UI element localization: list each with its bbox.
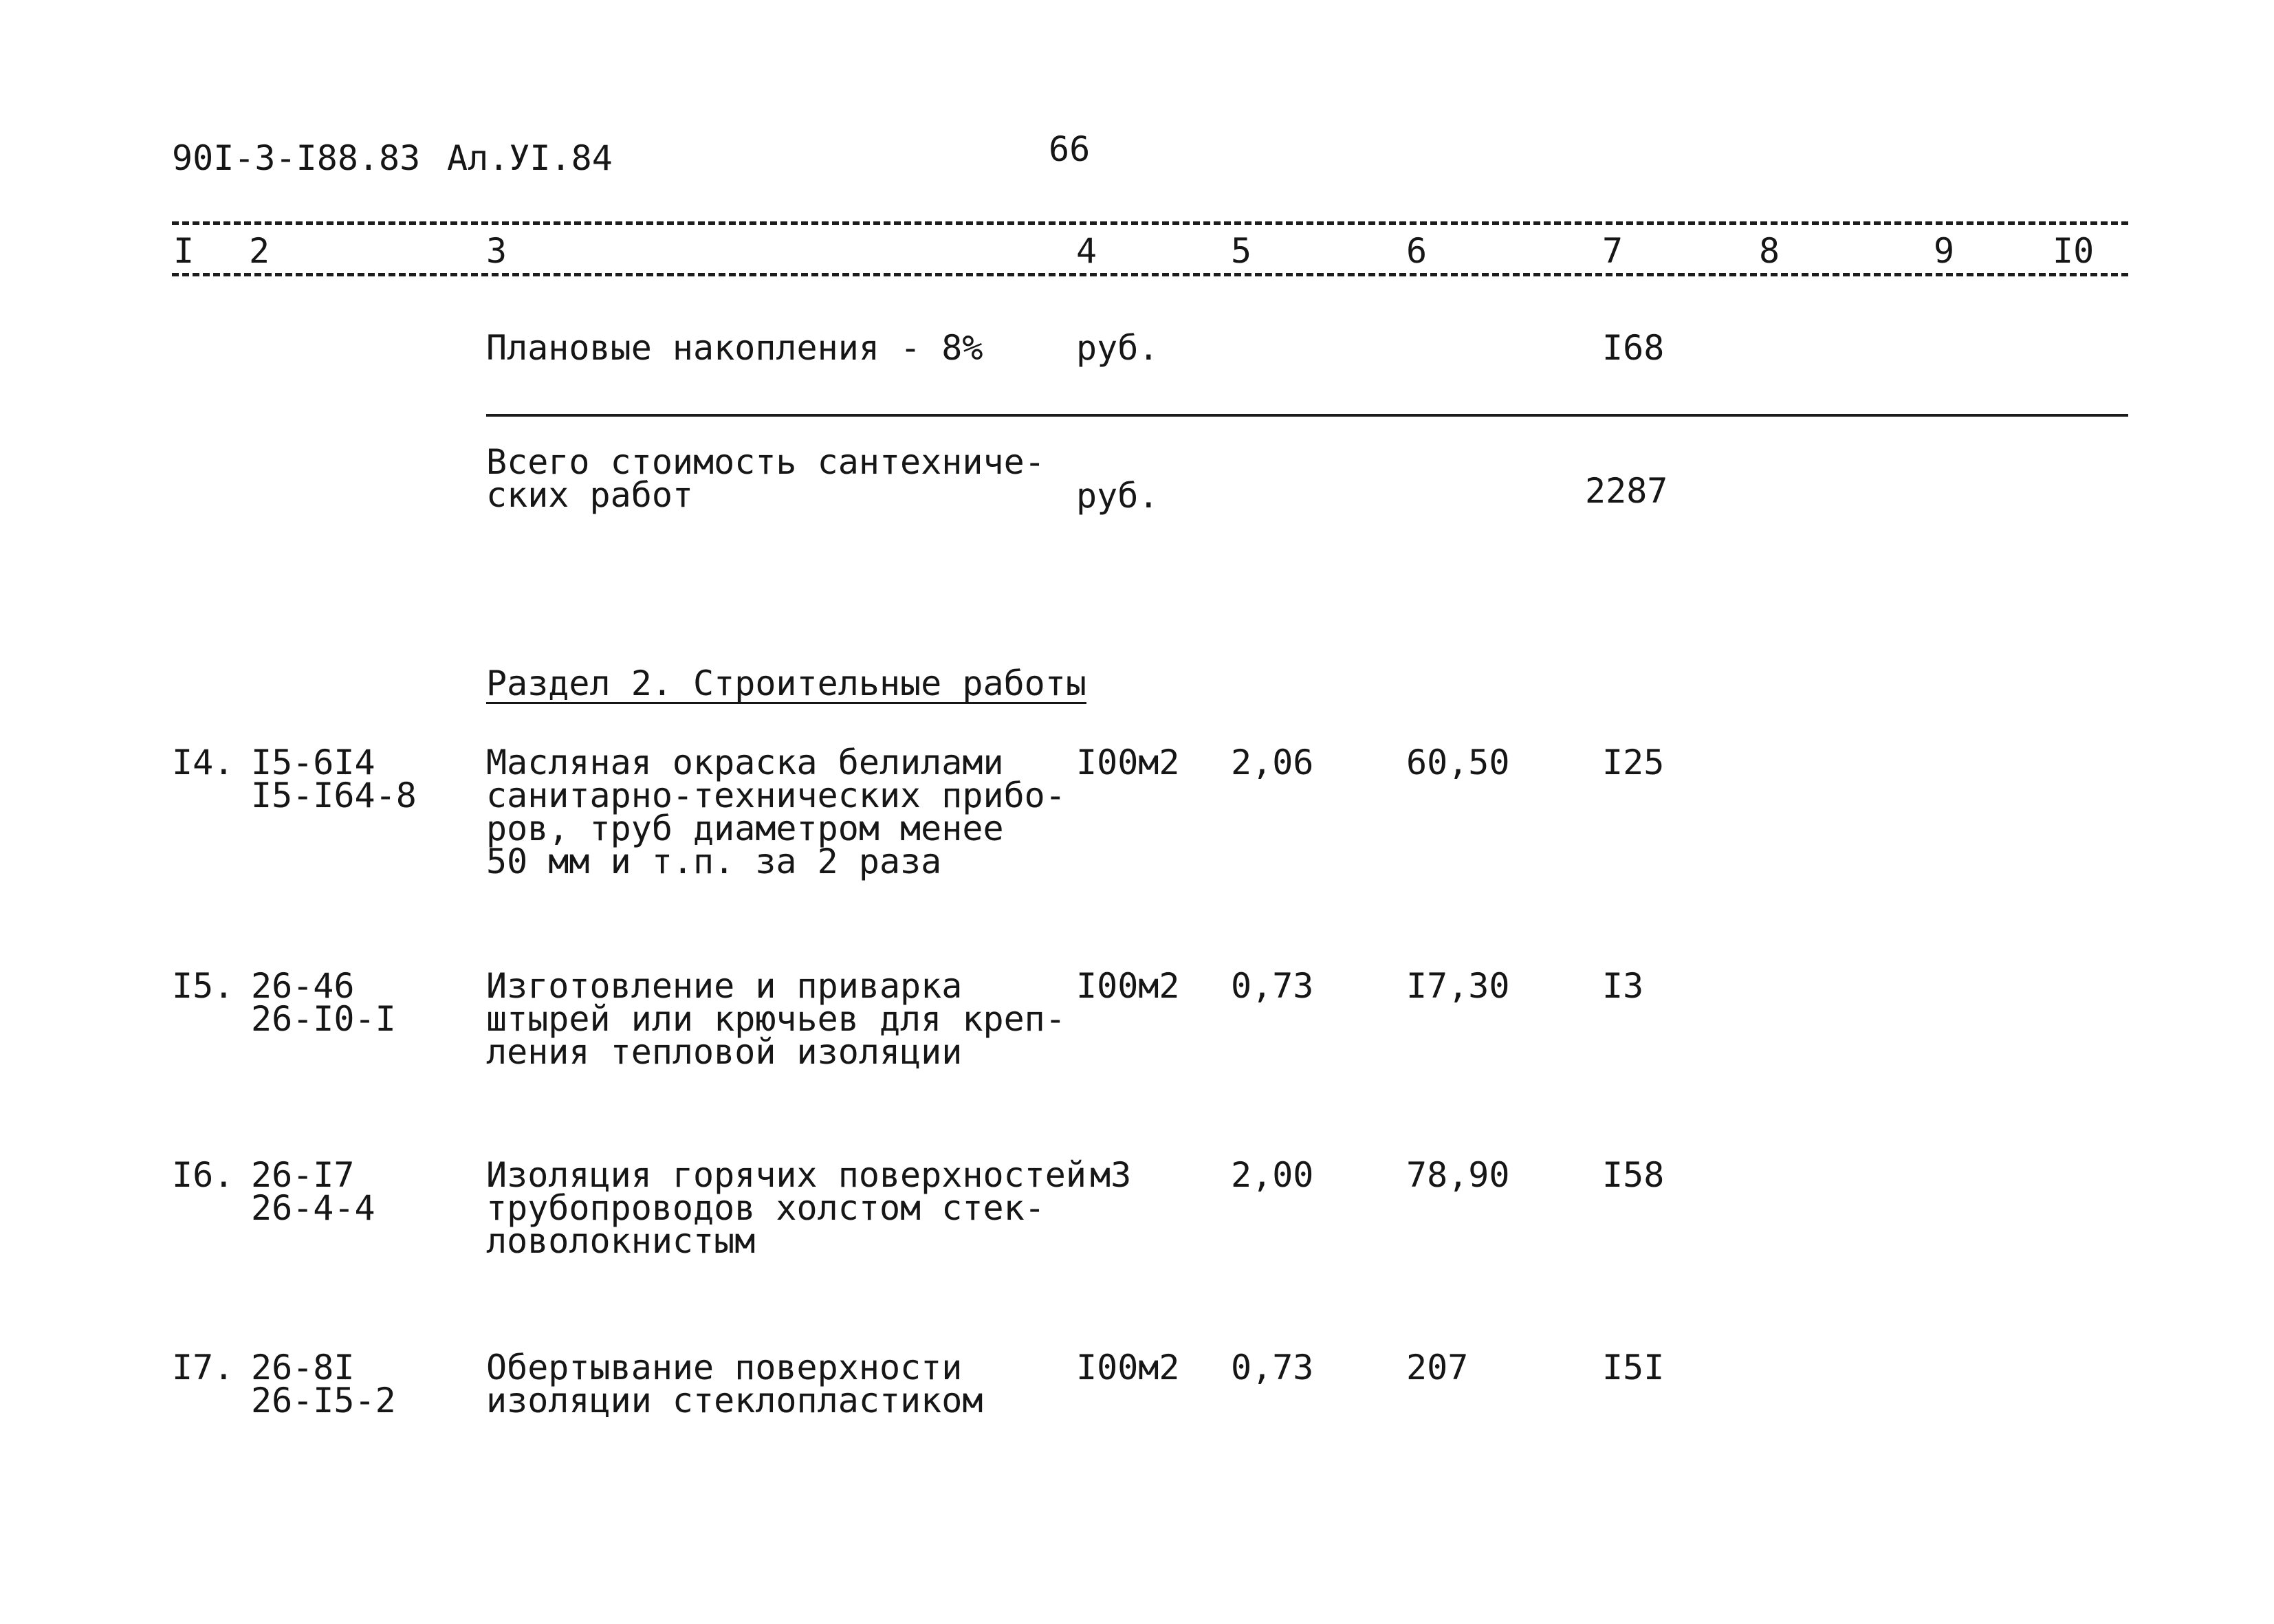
column-header-top-rule [172, 221, 2128, 225]
column-number-9: 9 [1934, 231, 1955, 271]
column-number-5: 5 [1231, 231, 1252, 271]
page-number: 66 [1049, 129, 1091, 169]
planned-savings-unit: руб. [1076, 328, 1159, 368]
row-14-number: I4. [172, 743, 234, 782]
row-15-description: Изготовление и приварка штырей или крючьев для креп- ления тепловой изоляции [486, 966, 1066, 1072]
row-14-total: I25 [1602, 743, 1665, 782]
section-title: Раздел 2. Строительные работы [486, 663, 1086, 703]
row-17-unit: I00м2 [1076, 1348, 1180, 1387]
row-14-unit: I00м2 [1076, 743, 1180, 782]
row-16-codes: 26-I7 26-4-4 [251, 1155, 375, 1228]
row-14-description: Масляная окраска белилами санитарно-технических прибо- ров, труб диаметром менее 50 мм и т.п. за 2 раза [486, 743, 1066, 881]
column-number-2: 2 [249, 231, 270, 271]
document-code: 90I-3-I88.83 [172, 138, 421, 178]
row-15-total: I3 [1602, 966, 1644, 1006]
row-15-unit-price: I7,30 [1406, 966, 1510, 1006]
column-header-bottom-rule [172, 273, 2128, 276]
row-16-total: I58 [1602, 1155, 1665, 1195]
row-16-quantity: 2,00 [1231, 1155, 1314, 1195]
row-16-description: Изоляция горячих поверхностей трубопроводов холстом стек- ловолокнистым [486, 1155, 1086, 1261]
row-17-unit-price: 207 [1406, 1348, 1469, 1387]
album-code: Ал.УI.84 [447, 138, 613, 178]
column-number-1: I [173, 231, 195, 271]
row-14-quantity: 2,06 [1231, 743, 1314, 782]
row-15-quantity: 0,73 [1231, 966, 1314, 1006]
row-14-unit-price: 60,50 [1406, 743, 1510, 782]
row-15-codes: 26-46 26-I0-I [251, 966, 396, 1039]
total-cost-total: 2287 [1585, 471, 1668, 511]
row-16-unit: м3 [1090, 1155, 1132, 1195]
row-17-description: Обертывание поверхности изоляции стеклопластиком [486, 1348, 983, 1420]
column-number-4: 4 [1076, 231, 1097, 271]
row-16-unit-price: 78,90 [1406, 1155, 1510, 1195]
column-number-10: I0 [2053, 231, 2095, 271]
column-number-6: 6 [1406, 231, 1428, 271]
total-cost-name: Всего стоимость сантехниче- ских работ [486, 442, 1045, 515]
planned-savings-total: I68 [1602, 328, 1665, 368]
row-16-number: I6. [172, 1155, 234, 1195]
planned-savings-name: Плановые накопления - 8% [486, 328, 983, 368]
row-17-codes: 26-8I 26-I5-2 [251, 1348, 396, 1420]
column-number-7: 7 [1602, 231, 1623, 271]
column-number-8: 8 [1759, 231, 1780, 271]
column-number-3: 3 [486, 231, 507, 271]
row-15-number: I5. [172, 966, 234, 1006]
row-17-quantity: 0,73 [1231, 1348, 1314, 1387]
total-cost-unit: руб. [1076, 476, 1159, 516]
row-14-codes: I5-6I4 I5-I64-8 [251, 743, 417, 815]
row-17-number: I7. [172, 1348, 234, 1387]
row-17-total: I5I [1602, 1348, 1665, 1387]
row-15-unit: I00м2 [1076, 966, 1180, 1006]
subtotal-rule [486, 414, 2128, 417]
